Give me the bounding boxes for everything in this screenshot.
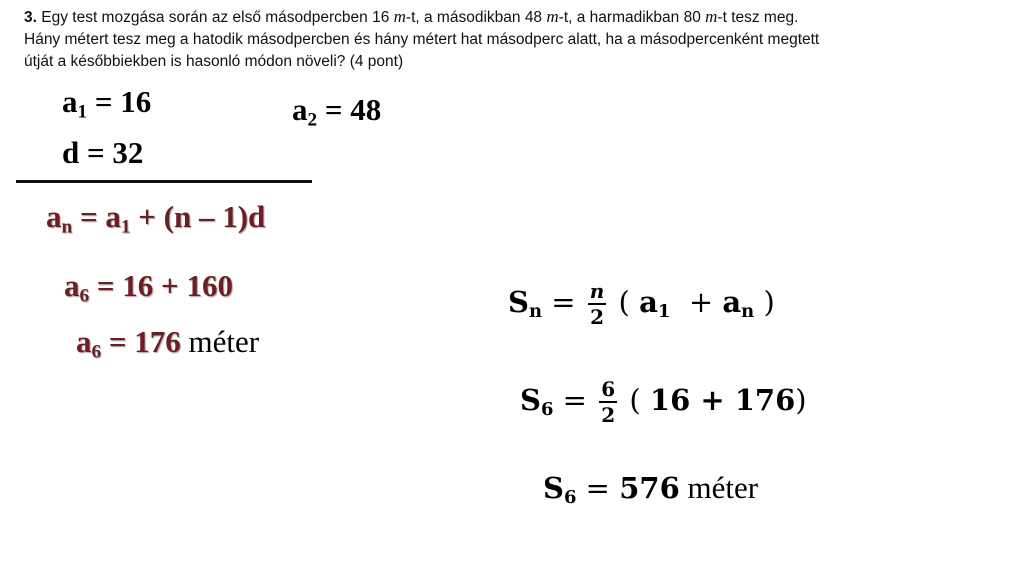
- unit-meter: méter: [679, 470, 759, 505]
- unit-m: m: [705, 7, 718, 26]
- divider-line: [16, 180, 312, 183]
- problem-text: -t, a másodikban 48: [405, 9, 547, 26]
- given-a1: $a_1 = 16$: [62, 84, 152, 123]
- a6-expression: $a_6 = 16 + 160$: [64, 268, 233, 307]
- a6-result: $a_6 = 176$ méter: [76, 324, 260, 363]
- fraction-6-over-2: $\frac{6}{2}$: [601, 377, 616, 427]
- problem-line-2: Hány métert tesz meg a hatodik másodpercben és hány métert hat másodperc alatt, ha a másodpercenként megtett: [24, 31, 820, 48]
- sum-formula: $S_n$ = $\frac{n}{2}$ ( $a_1 + a_n$ ): [508, 279, 775, 329]
- problem-text: Egy test mozgása során az első másodpercben 16: [41, 9, 394, 26]
- given-d: d = 32: [62, 135, 144, 170]
- given-a2: $a_2 = 48$: [292, 92, 382, 131]
- problem-text: -t tesz meg.: [717, 9, 799, 26]
- problem-line-3: útját a későbbiekben is hasonló módon növeli? (4 pont): [24, 53, 404, 70]
- fraction-n-over-2: $\frac{n}{2}$: [589, 279, 605, 329]
- unit-m: m: [393, 7, 406, 26]
- unit-m: m: [546, 7, 559, 26]
- problem-statement: [24, 6, 984, 73]
- problem-text: -t, a harmadikban 80: [558, 9, 706, 26]
- formula-an: $a_n = a_1 + (n - 1)d$: [46, 199, 266, 238]
- s6-result: $S_6 = 576$ méter: [543, 470, 759, 509]
- problem-line-1: [24, 6, 984, 29]
- problem-number: 3.: [24, 9, 37, 26]
- s6-expression: $S_6$ = $\frac{6}{2}$ ( 16 + 176): [520, 377, 807, 427]
- unit-meter: méter: [180, 324, 260, 359]
